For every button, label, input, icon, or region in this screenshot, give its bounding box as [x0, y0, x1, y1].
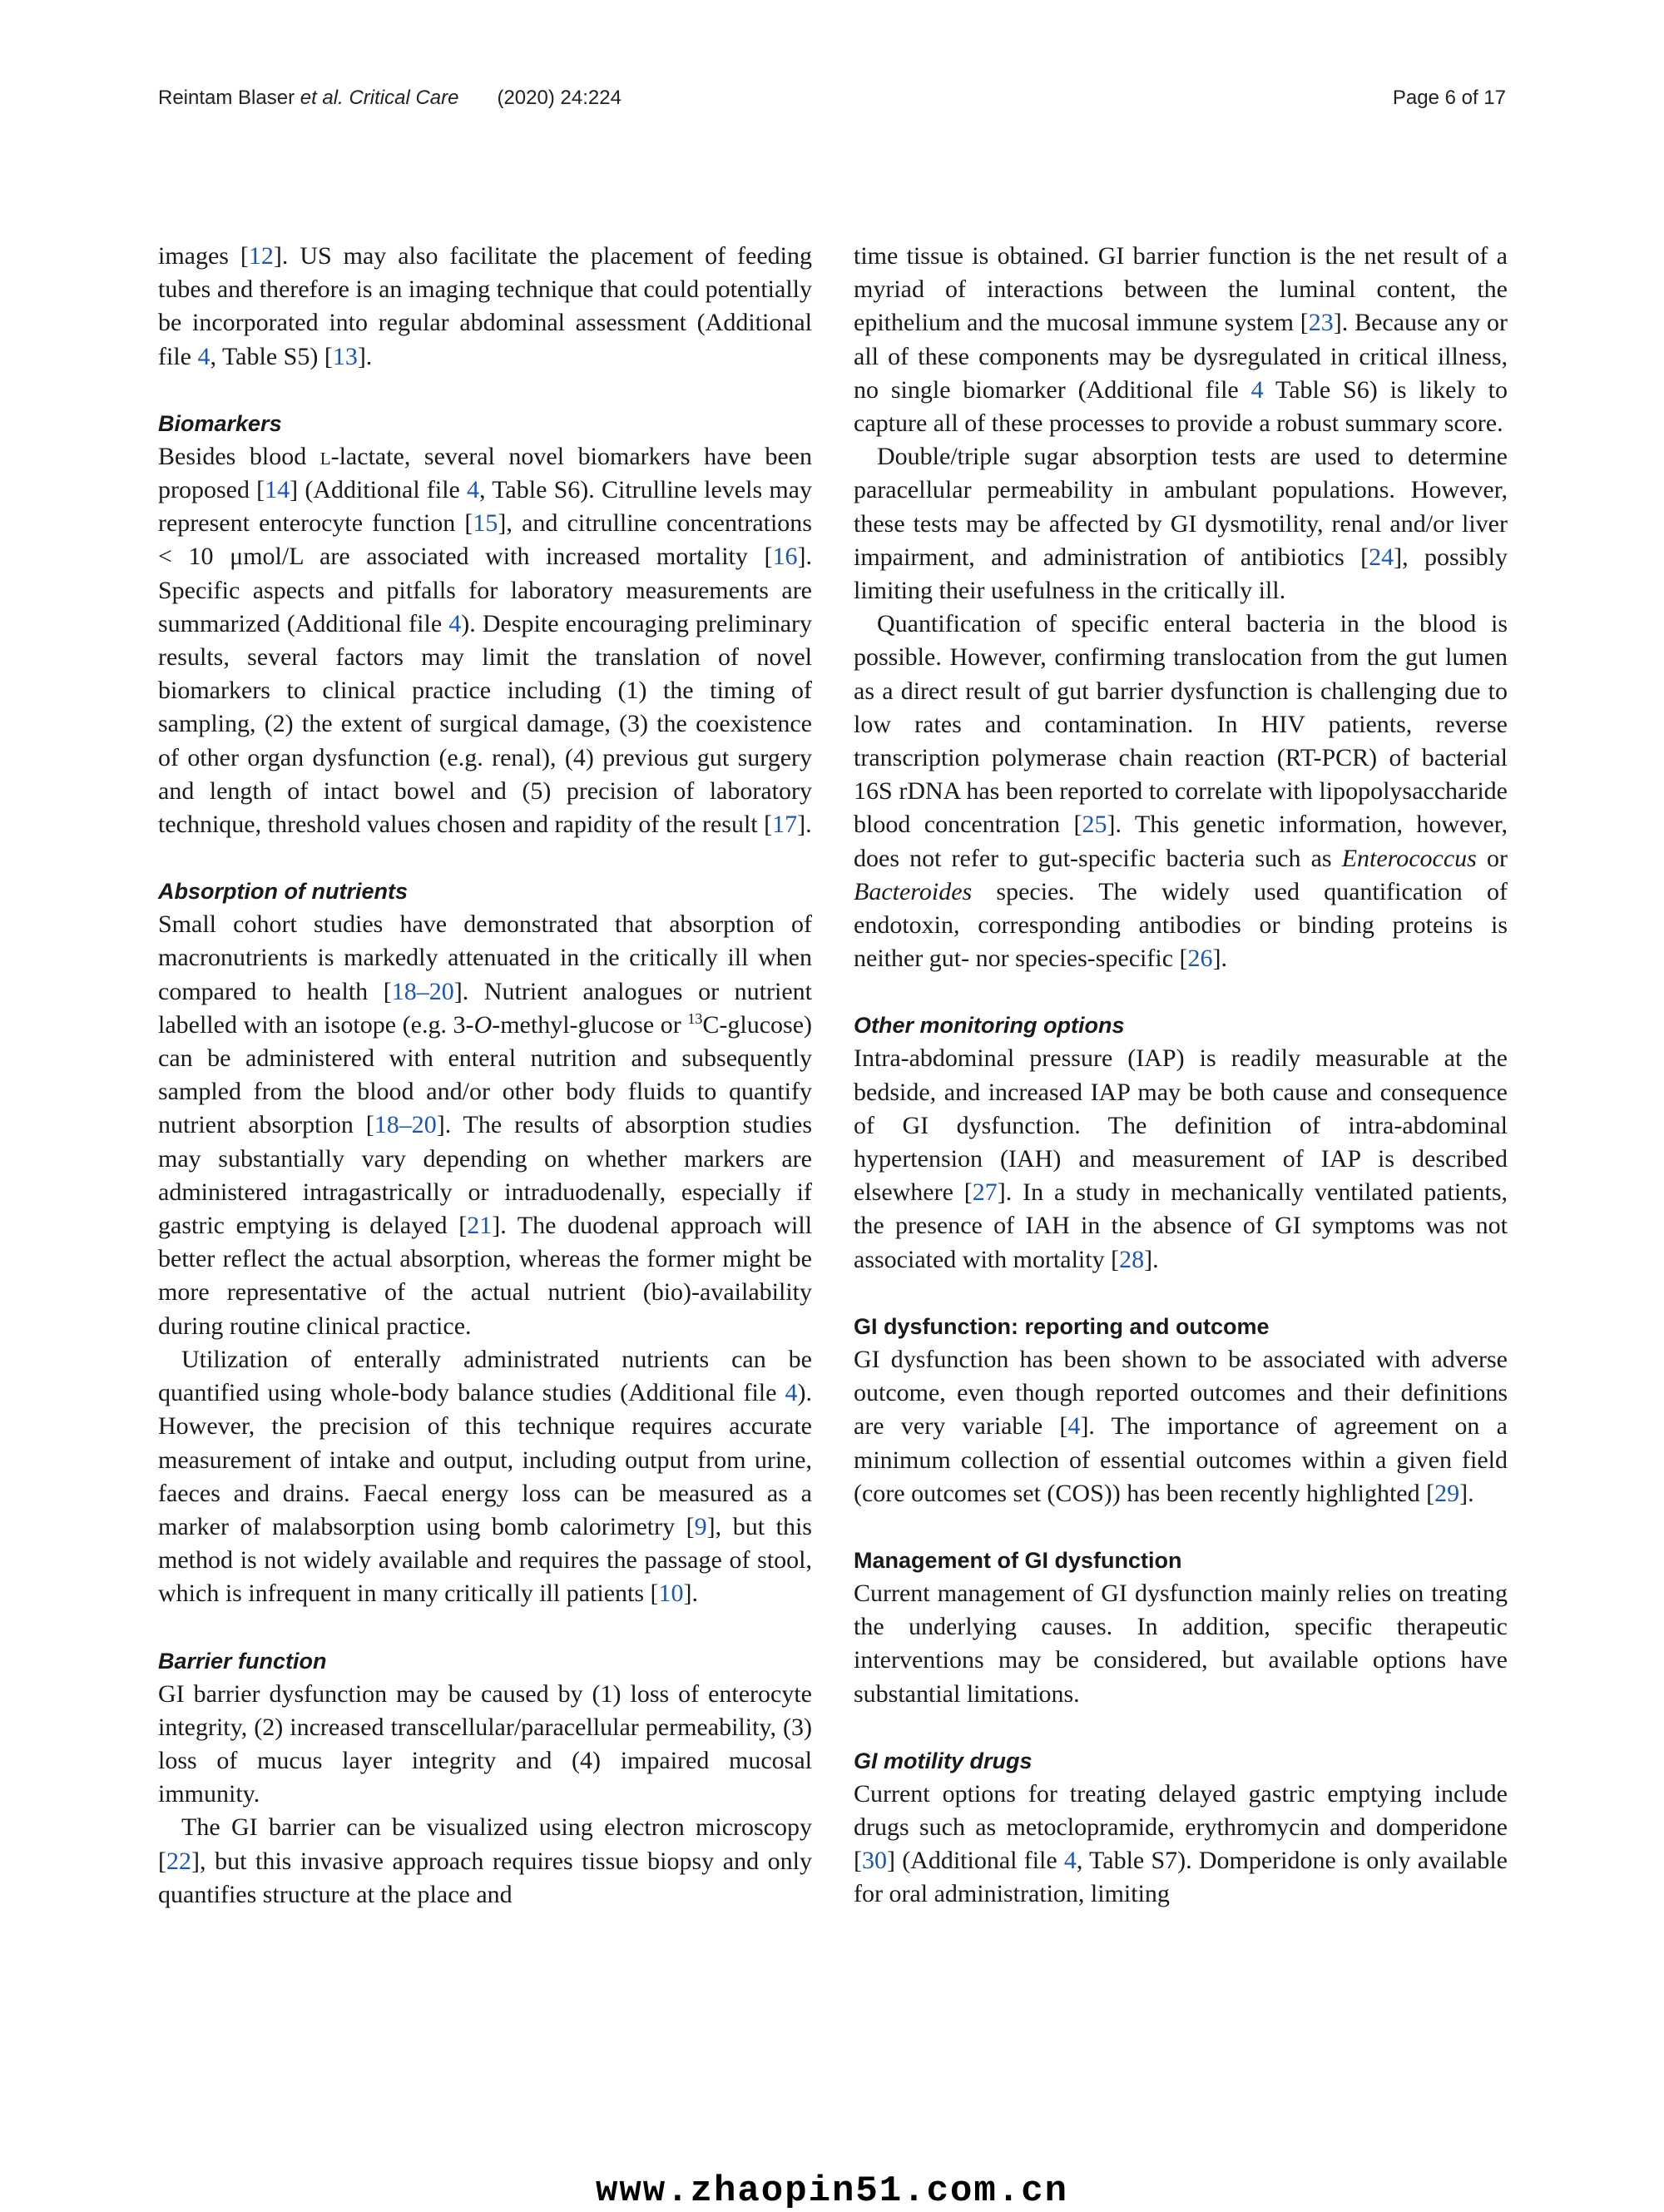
right-column [854, 240, 1508, 1912]
running-header [158, 87, 1506, 120]
citation [158, 87, 622, 110]
journal-name: Critical Care [349, 87, 459, 109]
paragraph: The GI barrier can be visualized using electron microscopy [22], but this invasive approach requires tissue biopsy and only quantifies structure at the place and [158, 1813, 812, 1908]
citation-link[interactable]: 15 [473, 509, 498, 538]
paragraph: Quantification of specific enteral bacteria in the blood is possible. However, confirming translocation from the gut lumen as a direct result of gut barrier dysfunction is challenging due to low rates and contamination. In HIV patients, reverse transcription polymerase chain reaction (RT-PCR) of bacterial 16S rDNA has been reported to correlate with lipopolysaccharide blood concentration [25]. This genetic information, however, does not refer to gut-specific bacteria such as Enterococcus or Bacteroides species. The widely used quantification of endotoxin, corresponding antibodies or binding proteins is neither gut- nor species-specific [26]. [854, 610, 1508, 973]
section-heading-reporting: GI dysfunction: reporting and outcome [854, 1313, 1270, 1339]
year-volume: (2020) 24:224 [497, 87, 622, 109]
paragraph: Current management of GI dysfunction mainly relies on treating the underlying causes. In addition, specific therapeutic interventions may be considered, but available options have substantial limitations. [854, 1579, 1508, 1708]
citation-link[interactable]: 24 [1369, 543, 1394, 571]
paragraph: Besides blood l-lactate, several novel biomarkers have been proposed [14] (Additional file 4, Table S6). Citrulline levels may represent enterocyte function [15], and citrulline concentrations < 10 μmol/L are associated with increased mortality [16]. Specific aspects and pitfalls for laboratory measurements are summarized (Additional file 4). Despite encouraging preliminary results, several factors may limit the translation of novel biomarkers to clinical practice including (1) the timing of sampling, (2) the extent of surgical damage, (3) the coexistence of other organ dysfunction (e.g. renal), (4) previous gut surgery and length of intact bowel and (5) precision of laboratory technique, threshold values chosen and rapidity of the result [17]. [158, 442, 813, 839]
citation-link[interactable]: 4 [1067, 1412, 1081, 1441]
citation-link[interactable]: 16 [772, 543, 798, 571]
paragraph: GI dysfunction has been shown to be associated with adverse outcome, even though reported outcomes and their definitions are very variable [4]. The importance of agreement on a minimum collection of essential outcomes within a given field (core outcomes set (COS)) has been recently highlighted [29]. [854, 1345, 1508, 1507]
authors: Reintam Blaser [158, 87, 300, 109]
section-heading-management: Management of GI dysfunction [854, 1547, 1182, 1573]
citation-link[interactable]: 14 [265, 476, 290, 504]
paragraph: images [12]. US may also facilitate the placement of feeding tubes and therefore is an imaging technique that could potentially be incorporated into regular abdominal assessment (Additional file 4, Table S5) [13]. [158, 242, 812, 370]
citation-link[interactable]: 29 [1434, 1479, 1460, 1507]
paragraph: Utilization of enterally administrated nutrients can be quantified using whole-body balance studies (Additional file 4). However, the precision of this technique requires accurate measurement of intake and output, including output from urine, faeces and drains. Faecal energy loss can be measured as a marker of malabsorption using bomb calorimetry [9], but this method is not widely available and requires the passage of stool, which is infrequent in many critically ill patients [10]. [158, 1345, 812, 1608]
section-heading-barrier: Barrier function [158, 1648, 327, 1674]
citation-link[interactable]: 23 [1308, 309, 1334, 337]
citation-link[interactable]: 18–20 [374, 1111, 437, 1139]
citation-link[interactable]: 18–20 [391, 977, 454, 1005]
citation-link[interactable]: 10 [658, 1580, 684, 1608]
citation-link[interactable]: 26 [1187, 945, 1213, 973]
citation-link[interactable]: 22 [166, 1847, 191, 1875]
page-number: Page 6 of 17 [1392, 87, 1506, 109]
additional-file-link[interactable]: 4 [785, 1379, 798, 1407]
watermark-url: www.zhaopin51.com.cn [595, 2170, 1069, 2212]
citation-link[interactable]: 9 [694, 1512, 707, 1540]
paragraph: Intra-abdominal pressure (IAP) is readily measurable at the bedside, and increased IAP may be both cause and consequence of GI dysfunction. The definition of intra-abdominal hypertension (IAH) and measurement of IAP is described elsewhere [27]. In a study in mechanically ventilated patients, the presence of IAH in the absence of GI symptoms was not associated with mortality [28]. [854, 1044, 1508, 1273]
citation-link[interactable]: 17 [772, 811, 798, 839]
et-al: et al. [300, 87, 344, 109]
citation-link[interactable]: 27 [972, 1178, 998, 1207]
citation-link[interactable]: 25 [1082, 811, 1107, 839]
paragraph: Double/triple sugar absorption tests are used to determine paracellular permeability in ambulant populations. However, these tests may be affected by GI dysmotility, renal and/or liver impairment, and administration of antibiotics [24], possibly limiting their usefulness in the critically ill. [854, 443, 1508, 605]
citation-link[interactable]: 12 [248, 242, 274, 270]
section-heading-other-monitoring: Other monitoring options [854, 1013, 1125, 1039]
paragraph: Current options for treating delayed gastric emptying include drugs such as metoclopramide, erythromycin and domperidone [30] (Additional file 4, Table S7). Domperidone is only available for oral administration, limiting [854, 1779, 1508, 1908]
section-heading-absorption: Absorption of nutrients [158, 879, 408, 905]
citation-link[interactable]: 21 [467, 1212, 493, 1240]
paragraph: time tissue is obtained. GI barrier function is the net result of a myriad of interactions between the luminal content, the epithelium and the mucosal immune system [23]. Because any or all of these components may be dysregulated in critical illness, no single biomarker (Additional file 4 Table S6) is likely to capture all of these processes to provide a robust summary score. [854, 242, 1508, 438]
paragraph: Small cohort studies have demonstrated that absorption of macronutrients is markedly attenuated in the critically ill when compared to health [18–20]. Nutrient analogues or nutrient labelled with an isotope (e.g. 3-O-methyl-glucose or $^{13}$C-glucose) can be administered with enteral nutrition and subsequently sampled from the blood and/or other body fluids to quantify nutrient absorption [18–20]. The results of absorption studies may substantially vary depending on whether markers are administered intragastrically or intraduodenally, especially if gastric emptying is delayed [21]. The duodenal approach will better reflect the actual absorption, whereas the former might be more representative of the actual nutrient (bio)-availability during routine clinical practice. [158, 910, 813, 1340]
additional-file-link[interactable]: 4 [1063, 1847, 1077, 1875]
citation-link[interactable]: 28 [1119, 1245, 1145, 1273]
additional-file-link[interactable]: 4 [448, 609, 462, 637]
additional-file-link[interactable]: 4 [197, 342, 210, 370]
section-heading-motility-drugs: GI motility drugs [854, 1748, 1033, 1773]
citation-link[interactable]: 13 [332, 342, 358, 370]
paragraph: GI barrier dysfunction may be caused by (1) loss of enterocyte integrity, (2) increased transcellular/paracellular permeability, (3) loss of mucus layer integrity and (4) impaired mucosal immunity. [158, 1679, 812, 1808]
left-column [158, 240, 812, 1912]
citation-link[interactable]: 30 [862, 1847, 887, 1875]
additional-file-link[interactable]: 4 [1250, 375, 1264, 404]
section-heading-biomarkers: Biomarkers [158, 410, 282, 436]
additional-file-link[interactable]: 4 [467, 476, 480, 504]
